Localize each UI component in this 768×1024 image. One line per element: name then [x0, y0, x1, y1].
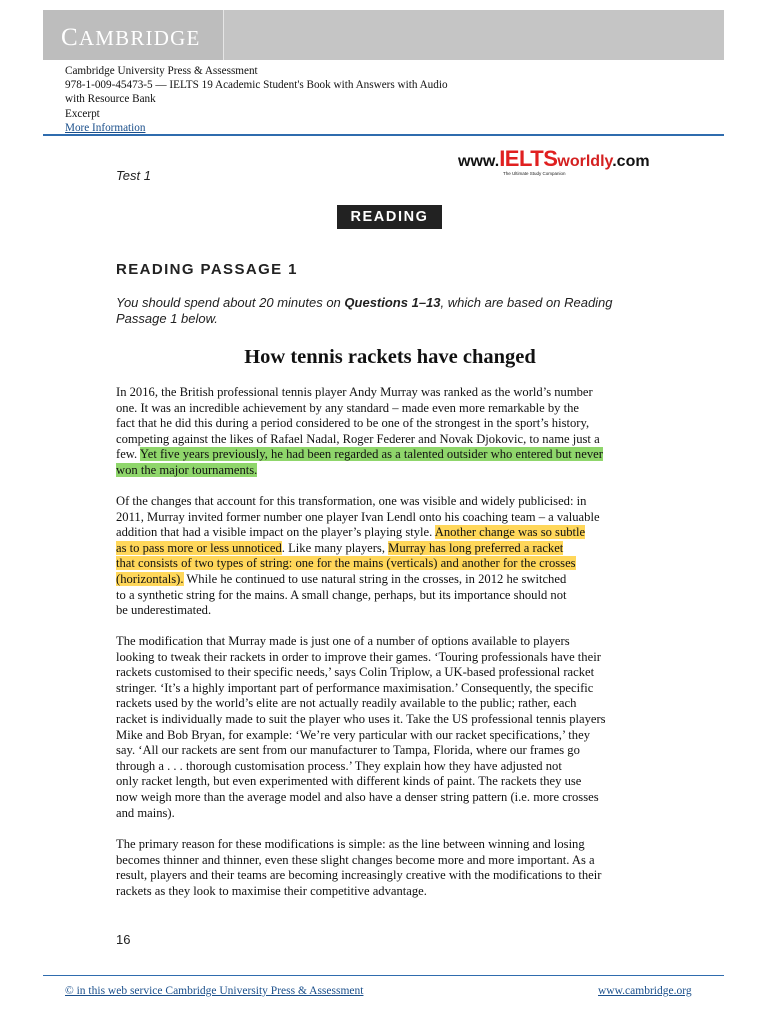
- green-highlight: won the major tournaments.: [116, 462, 258, 477]
- text-line: one. It was an incredible achievement by any standard – made even more remarkable by the: [116, 400, 579, 415]
- text-line: rackets customised to their specific needs,’ says Colin Triplow, a UK-based professional racket: [116, 665, 595, 680]
- text-line: [116, 447, 664, 463]
- more-information-link[interactable]: More Information: [65, 121, 146, 134]
- yellow-highlight: Murray has long preferred a racket: [388, 540, 564, 555]
- text-line: now weigh more than the average model and also have a denser string pattern (i.e. more crosses: [116, 789, 599, 804]
- banner-divider: [223, 10, 224, 60]
- text-line: [116, 556, 664, 572]
- instruction-post: , which are based on Reading: [440, 295, 613, 310]
- text-line: [116, 463, 664, 479]
- green-highlight: Yet five years previously, he had been regarded as a talented outsider who entered but never: [139, 447, 603, 462]
- ielts-worldly-logo: [458, 146, 650, 172]
- yellow-highlight: (horizontals).: [116, 571, 184, 586]
- text-line: Of the changes that account for this transformation, one was visible and widely publicised: in: [116, 494, 587, 508]
- header-banner: [43, 10, 724, 60]
- paragraph-3: [116, 634, 664, 821]
- instruction-text: [116, 295, 661, 327]
- logo-prefix: www.: [458, 153, 500, 170]
- text-line: racket is individually made to suit the player who uses it. Take the US professional tennis players: [116, 711, 606, 726]
- text-line: rackets used by the world’s elite are not actually readily available to the public; rather, each: [116, 696, 577, 711]
- text-line: 2011, Murray invited former number one player Ivan Lendl onto his coaching team – a valuable: [116, 509, 600, 524]
- publisher-logo-block: [43, 10, 223, 60]
- logo-suffix: .com: [612, 153, 650, 170]
- text-line: The modification that Murray made is just one of a number of options available to players: [116, 634, 570, 648]
- instruction-pre: You should spend about 20 minutes on: [116, 295, 345, 310]
- text-line: fact that he did this during a period considered to be one of the strongest in the sport’s history,: [116, 416, 590, 431]
- meta-excerpt: Excerpt: [65, 107, 100, 120]
- text-segment: While he continued to use natural string in the crosses, in 2012 he switched: [183, 571, 567, 586]
- text-segment: addition that had a visible impact on the player’s playing style.: [116, 525, 435, 540]
- meta-title-cont: with Resource Bank: [65, 93, 156, 106]
- paragraph-2: [116, 494, 664, 619]
- text-segment: few.: [116, 447, 140, 462]
- paragraph-1: [116, 385, 664, 479]
- text-line: only racket length, but even experimented with different kinds of paint. The rackets they use: [116, 774, 582, 789]
- book-metadata: [65, 64, 448, 135]
- text-line: say. ‘All our rackets are sent from our manufacturer to Tampa, Florida, where our frames go: [116, 743, 580, 758]
- meta-publisher: Cambridge University Press & Assessment: [65, 65, 258, 77]
- text-line: result, players and their teams are becoming increasingly creative with the modifications to their: [116, 868, 602, 883]
- text-line: stringer. ‘It’s a highly important part of performance maximisation.’ Consequently, the specific: [116, 680, 594, 695]
- instruction-line2: Passage 1 below.: [116, 311, 218, 326]
- meta-isbn-title: 978-1-009-45473-5 — IELTS 19 Academic Student's Book with Answers with Audio: [65, 79, 448, 92]
- page-number: 16: [116, 932, 131, 947]
- text-line: to a synthetic string for the mains. A small change, perhaps, but its importance should not: [116, 587, 567, 602]
- text-line: competing against the likes of Rafael Nadal, Roger Federer and Novak Djokovic, to name just a: [116, 431, 600, 446]
- cambridge-website-link[interactable]: www.cambridge.org: [598, 985, 692, 997]
- header-divider: [43, 134, 724, 136]
- yellow-highlight: that consists of two types of string: one for the mains (verticals) and another for the crosses: [116, 556, 576, 571]
- article-title: How tennis rackets have changed: [244, 346, 536, 368]
- text-line: looking to tweak their rackets in order to improve their games. ‘Touring professionals have their: [116, 649, 601, 664]
- text-line: [116, 572, 664, 588]
- yellow-highlight: as to pass more or less unnoticed: [116, 540, 282, 555]
- cambridge-logo: CAMBRIDGE: [61, 24, 201, 51]
- paragraph-4: [116, 837, 664, 899]
- text-line: [116, 525, 664, 541]
- footer-divider: [43, 975, 724, 976]
- text-line: In 2016, the British professional tennis player Andy Murray was ranked as the world’s number: [116, 385, 593, 399]
- text-segment: . Like many players,: [281, 540, 389, 555]
- text-line: Mike and Bob Bryan, for example: ‘We’re very particular with our racket specifications,’ they: [116, 727, 590, 742]
- logo-worldly: worldly: [557, 153, 613, 170]
- logo-tagline: The Ultimate Study Companion: [503, 171, 566, 176]
- yellow-highlight: Another change was so subtle: [434, 525, 586, 540]
- text-line: rackets as they look to maximise their competitive advantage.: [116, 883, 427, 898]
- text-line: The primary reason for these modifications is simple: as the line between winning and losing: [116, 837, 585, 851]
- copyright-link[interactable]: © in this web service Cambridge University Press & Assessment: [65, 985, 364, 997]
- text-line: through a . . . thorough customisation process.’ They explain how they have adjusted not: [116, 758, 562, 773]
- passage-heading: READING PASSAGE 1: [116, 261, 298, 278]
- text-line: becomes thinner and thinner, even these slight changes become more and more important. As a: [116, 852, 595, 867]
- test-label: Test 1: [116, 168, 151, 183]
- text-line: [116, 541, 664, 557]
- text-line: be underestimated.: [116, 603, 212, 618]
- text-line: and mains).: [116, 805, 175, 820]
- section-label: READING: [337, 205, 442, 229]
- instruction-questions: Questions 1–13: [344, 295, 441, 310]
- logo-ielts: IELTS: [499, 146, 558, 171]
